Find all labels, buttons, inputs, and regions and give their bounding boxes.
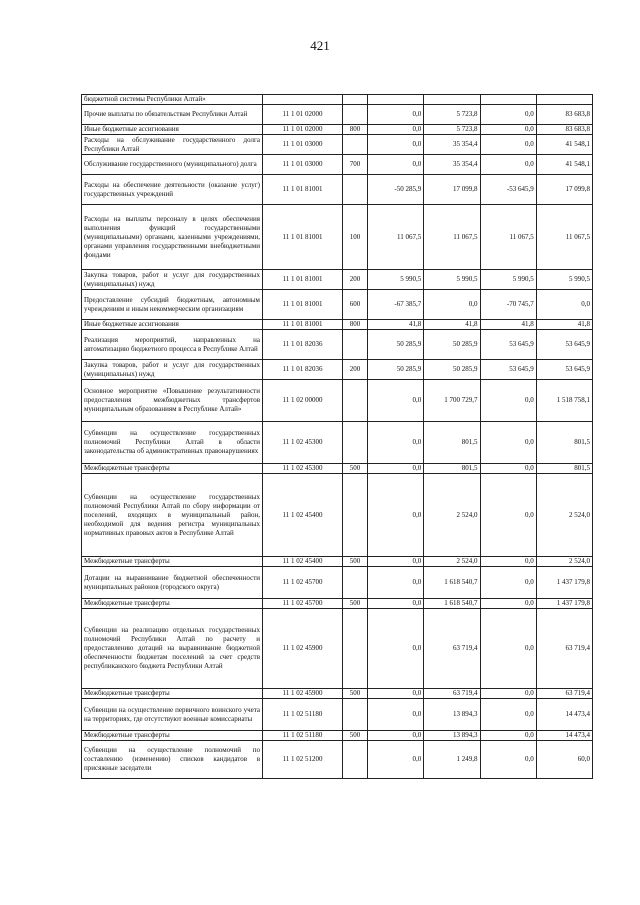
row-name: Дотации на выравнивание бюджетной обеспеченности муниципальных районов (городского округа) [82,567,263,599]
amount-1: 0,0 [368,474,424,557]
amount-4: 14 473,4 [536,731,592,741]
amount-1: 41,8 [368,320,424,330]
target-code: 11 1 01 81001 [263,205,343,270]
table-row [82,689,593,699]
amount-4: 41,8 [536,320,592,330]
table-row [82,175,593,205]
page-number: 421 [310,38,330,53]
expense-type [343,699,368,731]
amount-1: 0,0 [368,731,424,741]
budget-table [81,94,593,779]
target-code: 11 1 01 82036 [263,360,343,380]
row-name: Обслуживание государственного (муниципального) долга [82,155,263,175]
expense-type [343,330,368,360]
amount-4: 1 437 179,8 [536,567,592,599]
row-name: Закупка товаров, работ и услуг для государственных (муниципальных) нужд [82,270,263,290]
expense-type: 800 [343,125,368,135]
amount-1: 0,0 [368,155,424,175]
target-code: 11 1 02 45900 [263,689,343,699]
amount-3: 0,0 [480,557,536,567]
amount-2 [424,95,480,105]
amount-3: 0,0 [480,474,536,557]
amount-4: 17 099,8 [536,175,592,205]
row-name: Субвенции на реализацию отдельных государственных полномочий Республики Алтай по расчету и предоставлению дотаций на выравнивание бюджетной обеспеченности бюджетам поселений за счет средств республиканского бюджета Республики Алтай [82,609,263,689]
table-row [82,380,593,422]
row-name: Расходы на обслуживание государственного долга Республики Алтай [82,135,263,155]
target-code: 11 1 02 00000 [263,380,343,422]
amount-4 [536,95,592,105]
amount-2: 35 354,4 [424,155,480,175]
row-name: Межбюджетные трансферты [82,464,263,474]
table-row [82,135,593,155]
row-name: Прочие выплаты по обязательствам Республики Алтай [82,105,263,125]
expense-type: 700 [343,155,368,175]
amount-2: 50 285,9 [424,360,480,380]
target-code [263,95,343,105]
amount-4: 0,0 [536,290,592,320]
amount-1: 0,0 [368,599,424,609]
amount-1: 0,0 [368,125,424,135]
amount-1: 0,0 [368,464,424,474]
row-name: Субвенции на осуществление государственных полномочий Республики Алтай в области законодательства об административных правонарушениях [82,422,263,464]
amount-4: 53 645,9 [536,330,592,360]
amount-4: 1 518 758,1 [536,380,592,422]
amount-3: 0,0 [480,689,536,699]
target-code: 11 1 01 81001 [263,270,343,290]
budget-table-body [82,95,593,779]
table-row [82,330,593,360]
amount-1: 0,0 [368,557,424,567]
expense-type: 200 [343,360,368,380]
amount-1: -50 285,9 [368,175,424,205]
amount-1: 0,0 [368,105,424,125]
table-row [82,95,593,105]
amount-3: 41,8 [480,320,536,330]
expense-type [343,135,368,155]
row-name: Расходы на обеспечение деятельности (оказание услуг) государственных учреждений [82,175,263,205]
amount-3: 0,0 [480,741,536,779]
table-row [82,567,593,599]
amount-3: 0,0 [480,599,536,609]
amount-3: 0,0 [480,731,536,741]
expense-type: 500 [343,731,368,741]
amount-3: 53 645,9 [480,360,536,380]
amount-3: 0,0 [480,155,536,175]
expense-type [343,380,368,422]
target-code: 11 1 01 81001 [263,320,343,330]
amount-2: 17 099,8 [424,175,480,205]
expense-type [343,474,368,557]
target-code: 11 1 02 45300 [263,464,343,474]
target-code: 11 1 01 81001 [263,175,343,205]
table-row [82,741,593,779]
table-row [82,205,593,270]
expense-type: 600 [343,290,368,320]
amount-2: 801,5 [424,464,480,474]
amount-4: 63 719,4 [536,609,592,689]
amount-1: 0,0 [368,135,424,155]
amount-2: 13 894,3 [424,699,480,731]
amount-4: 11 067,5 [536,205,592,270]
target-code: 11 1 02 45400 [263,474,343,557]
row-name: Субвенции на осуществление первичного воинского учета на территориях, где отсутствуют военные комиссариаты [82,699,263,731]
row-name: Межбюджетные трансферты [82,689,263,699]
target-code: 11 1 01 03000 [263,135,343,155]
table-row [82,464,593,474]
target-code: 11 1 02 51180 [263,731,343,741]
amount-3: -53 645,9 [480,175,536,205]
expense-type: 500 [343,464,368,474]
amount-1: 5 990,5 [368,270,424,290]
amount-4: 53 645,9 [536,360,592,380]
amount-3: 0,0 [480,699,536,731]
row-name: Межбюджетные трансферты [82,599,263,609]
amount-4: 63 719,4 [536,689,592,699]
amount-4: 1 437 179,8 [536,599,592,609]
row-name: Расходы на выплаты персоналу в целях обеспечения выполнения функций государственными (муниципальными) органами, казенными учреждениями, органами управления государственными внебюджетными фондами [82,205,263,270]
target-code: 11 1 01 81001 [263,290,343,320]
amount-3: 0,0 [480,567,536,599]
expense-type: 100 [343,205,368,270]
target-code: 11 1 02 45400 [263,557,343,567]
target-code: 11 1 01 02000 [263,105,343,125]
expense-type [343,95,368,105]
amount-1: 50 285,9 [368,330,424,360]
amount-1: 0,0 [368,741,424,779]
target-code: 11 1 01 02000 [263,125,343,135]
amount-4: 801,5 [536,464,592,474]
expense-type [343,175,368,205]
table-row [82,270,593,290]
expense-type: 500 [343,557,368,567]
amount-3: 11 067,5 [480,205,536,270]
amount-3: 5 990,5 [480,270,536,290]
expense-type: 800 [343,320,368,330]
target-code: 11 1 01 82036 [263,330,343,360]
table-row [82,360,593,380]
amount-2: 0,0 [424,290,480,320]
amount-3: -70 745,7 [480,290,536,320]
amount-2: 2 524,0 [424,557,480,567]
table-row [82,609,593,689]
expense-type [343,567,368,599]
amount-4: 83 683,8 [536,125,592,135]
amount-2: 63 719,4 [424,609,480,689]
target-code: 11 1 02 51180 [263,699,343,731]
expense-type [343,609,368,689]
row-name: Субвенции на осуществление полномочий по составлению (изменению) списков кандидатов в присяжные заседатели [82,741,263,779]
amount-3: 0,0 [480,609,536,689]
row-name: Субвенции на осуществление государственных полномочий Республики Алтай по сбору информации от поселений, входящих в муниципальный район, необходимой для ведения регистра муниципальных нормативных правовых актов в Республике Алтай [82,474,263,557]
amount-3: 0,0 [480,135,536,155]
row-name: Иные бюджетные ассигнования [82,320,263,330]
expense-type [343,105,368,125]
amount-4: 41 548,1 [536,135,592,155]
amount-2: 1 618 540,7 [424,567,480,599]
expense-type: 500 [343,599,368,609]
amount-2: 41,8 [424,320,480,330]
amount-4: 14 473,4 [536,699,592,731]
amount-2: 5 723,8 [424,105,480,125]
table-row [82,422,593,464]
amount-2: 5 990,5 [424,270,480,290]
amount-1: 0,0 [368,689,424,699]
table-row [82,599,593,609]
amount-1: 0,0 [368,609,424,689]
amount-2: 801,5 [424,422,480,464]
amount-3: 0,0 [480,125,536,135]
row-name: Иные бюджетные ассигнования [82,125,263,135]
row-name: Предоставление субсидий бюджетным, автономным учреждениям и иным некоммерческим организациям [82,290,263,320]
amount-3: 0,0 [480,464,536,474]
amount-1: 50 285,9 [368,360,424,380]
target-code: 11 1 01 03000 [263,155,343,175]
row-name: Межбюджетные трансферты [82,731,263,741]
amount-4: 2 524,0 [536,557,592,567]
amount-1: 0,0 [368,567,424,599]
amount-2: 1 249,8 [424,741,480,779]
row-name: Закупка товаров, работ и услуг для государственных (муниципальных) нужд [82,360,263,380]
table-row [82,155,593,175]
amount-3: 0,0 [480,105,536,125]
amount-3: 53 645,9 [480,330,536,360]
expense-type [343,422,368,464]
amount-4: 2 524,0 [536,474,592,557]
amount-4: 5 990,5 [536,270,592,290]
row-name: бюджетной системы Республики Алтай» [82,95,263,105]
row-name: Межбюджетные трансферты [82,557,263,567]
amount-2: 50 285,9 [424,330,480,360]
amount-1: 0,0 [368,380,424,422]
row-name: Реализация мероприятий, направленных на автоматизацию бюджетного процесса в Республике Алтай [82,330,263,360]
expense-type: 200 [343,270,368,290]
amount-2: 5 723,8 [424,125,480,135]
amount-2: 2 524,0 [424,474,480,557]
expense-type [343,741,368,779]
amount-2: 1 700 729,7 [424,380,480,422]
amount-1: 11 067,5 [368,205,424,270]
amount-2: 63 719,4 [424,689,480,699]
amount-2: 11 067,5 [424,205,480,270]
amount-3: 0,0 [480,380,536,422]
table-row [82,290,593,320]
table-row [82,557,593,567]
amount-1 [368,95,424,105]
amount-2: 13 894,3 [424,731,480,741]
amount-3 [480,95,536,105]
table-row [82,699,593,731]
row-name: Основное мероприятие «Повышение результативности предоставления межбюджетных трансфертов муниципальным образованиям в Республике Алтай» [82,380,263,422]
amount-4: 60,0 [536,741,592,779]
target-code: 11 1 02 45900 [263,609,343,689]
amount-2: 1 618 540,7 [424,599,480,609]
table-row [82,105,593,125]
amount-4: 801,5 [536,422,592,464]
table-row [82,731,593,741]
expense-type: 500 [343,689,368,699]
amount-2: 35 354,4 [424,135,480,155]
amount-1: 0,0 [368,699,424,731]
amount-4: 41 548,1 [536,155,592,175]
table-row [82,474,593,557]
target-code: 11 1 02 45700 [263,567,343,599]
target-code: 11 1 02 51200 [263,741,343,779]
amount-4: 83 683,8 [536,105,592,125]
target-code: 11 1 02 45700 [263,599,343,609]
table-row [82,320,593,330]
target-code: 11 1 02 45300 [263,422,343,464]
amount-1: -67 385,7 [368,290,424,320]
amount-3: 0,0 [480,422,536,464]
table-row [82,125,593,135]
amount-1: 0,0 [368,422,424,464]
